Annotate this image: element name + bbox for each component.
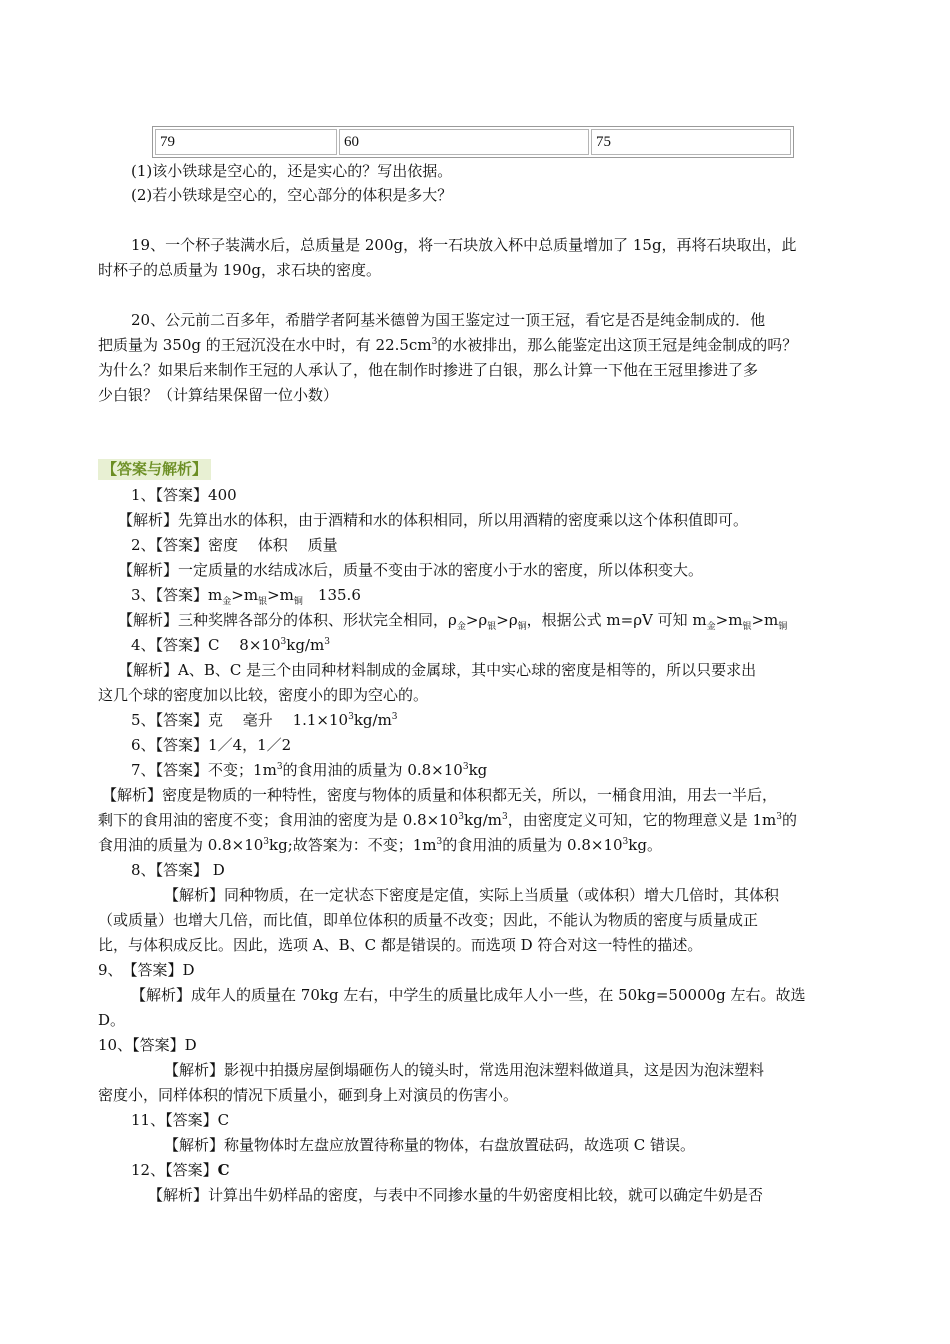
q18-part1: (1)该小铁球是空心的，还是实心的？写出依据。 — [131, 162, 453, 180]
a10-answer: 10、【答案】D — [98, 1036, 197, 1054]
a10-explanation-line1: 【解析】影视中拍摄房屋倒塌砸伤人的镜头时，常选用泡沫塑料做道具，这是因为泡沫塑料 — [164, 1061, 765, 1079]
table-cell: 60 — [339, 129, 589, 155]
a8-explanation-line2: （或质量）也增大几倍，而比值，即单位体积的质量不改变；因此，不能认为物质的密度与质量成正 — [98, 911, 759, 929]
a7-answer: 7、【答案】不变；$1m^3$的食用油的质量为 $0.8\times 10^3kg$ — [131, 761, 488, 779]
a7-explanation-line2: 剩下的食用油的密度不变；食用油的密度为是 $0.8\times 10^3kg/m^3$，由密度定义可知，它的物理意义是 $1m^3$的 — [98, 811, 798, 829]
table-cell: 79 — [155, 129, 337, 155]
q20-line4: 少白银？（计算结果保留一位小数） — [98, 386, 339, 404]
a11-answer: 11、【答案】C — [131, 1111, 230, 1129]
q20-line2: 把质量为 350g 的王冠沉没在水中时，有 $22.5cm^3$的水被排出，那么能鉴定出这顶王冠是纯金制成的吗？ — [98, 336, 798, 354]
a6-answer: 6、【答案】1／4，1／2 — [131, 736, 292, 754]
data-table — [152, 126, 794, 158]
a4-explanation-line1: 【解析】A、B、C 是三个由同种材料制成的金属球，其中实心球的密度是相等的，所以只要求出 — [118, 661, 757, 679]
a9-answer: 9、 【答案】D — [98, 961, 195, 979]
answer-section-title: 【答案与解析】 — [98, 459, 211, 480]
q18-part2: (2)若小铁球是空心的，空心部分的体积是多大？ — [131, 186, 453, 204]
a9-explanation-line2: D。 — [98, 1011, 126, 1029]
a9-explanation-line1: 【解析】成年人的质量在 70kg 左右，中学生的质量比成年人小一些，在 50kg=50000g 左右。故选 — [131, 986, 806, 1004]
a7-explanation-line3: 食用油的质量为 $0.8\times 10^3kg$;故答案为：不变；$1m^3$的食用油的质量为 $0.8\times 10^3kg$。 — [98, 836, 662, 854]
a7-explanation-line1: 【解析】密度是物质的一种特性，密度与物体的质量和体积都无关，所以，一桶食用油，用去一半后， — [102, 786, 778, 804]
a12-answer: 12、【答案】C — [131, 1161, 230, 1179]
a4-explanation-line2: 这几个球的密度加以比较，密度小的即为空心的。 — [98, 686, 429, 704]
a3-explanation: 【解析】三种奖牌各部分的体积、形状完全相同，$\rho_金>\rho_银>\rho_铜$，根据公式 m=ρV 可知 $m_金>m_银>m_铜$ — [118, 611, 788, 632]
q19-line2: 时杯子的总质量为 190g，求石块的密度。 — [98, 261, 382, 279]
a1-explanation: 【解析】先算出水的体积，由于酒精和水的体积相同，所以用酒精的密度乘以这个体积值即可。 — [118, 511, 749, 529]
a8-explanation-line3: 比，与体积成反比。因此，选项 A、B、C 都是错误的。而选项 D 符合对这一特性的描述。 — [98, 936, 703, 954]
a2-explanation: 【解析】一定质量的水结成冰后，质量不变由于冰的密度小于水的密度，所以体积变大。 — [118, 561, 704, 579]
a2-answer: 2、【答案】密度 体积 质量 — [131, 536, 338, 554]
table-row — [155, 129, 791, 155]
a5-answer: 5、【答案】克 毫升 $1.1\times 10^3kg/m^3$ — [131, 711, 398, 729]
a4-answer: 4、【答案】C $8\times 10^3kg/m^3$ — [131, 636, 330, 654]
q20-line3: 为什么？如果后来制作王冠的人承认了，他在制作时掺进了白银，那么计算一下他在王冠里掺进了多 — [98, 361, 759, 379]
q19-line1: 19、一个杯子装满水后，总质量是 200g，将一石块放入杯中总质量增加了 15g，再将石块取出，此 — [131, 236, 797, 254]
a1-answer: 1、【答案】400 — [131, 486, 237, 504]
a10-explanation-line2: 密度小，同样体积的情况下质量小，砸到身上对演员的伤害小。 — [98, 1086, 519, 1104]
a11-explanation: 【解析】称量物体时左盘应放置待称量的物体，右盘放置砝码，故选项 C 错误。 — [164, 1136, 696, 1154]
q20-line1: 20、公元前二百多年，希腊学者阿基米德曾为国王鉴定过一顶王冠，看它是否是纯金制成的．他 — [131, 311, 766, 329]
table-cell: 75 — [591, 129, 791, 155]
a12-explanation-line1: 【解析】计算出牛奶样品的密度，与表中不同掺水量的牛奶密度相比较，就可以确定牛奶是否 — [148, 1186, 764, 1204]
a3-answer: 3、【答案】$m_金>m_银>m_铜$ 135.6 — [131, 586, 361, 607]
a8-explanation-line1: 【解析】同种物质，在一定状态下密度是定值，实际上当质量（或体积）增大几倍时，其体积 — [164, 886, 780, 904]
a8-answer: 8、【答案】 D — [131, 861, 225, 879]
